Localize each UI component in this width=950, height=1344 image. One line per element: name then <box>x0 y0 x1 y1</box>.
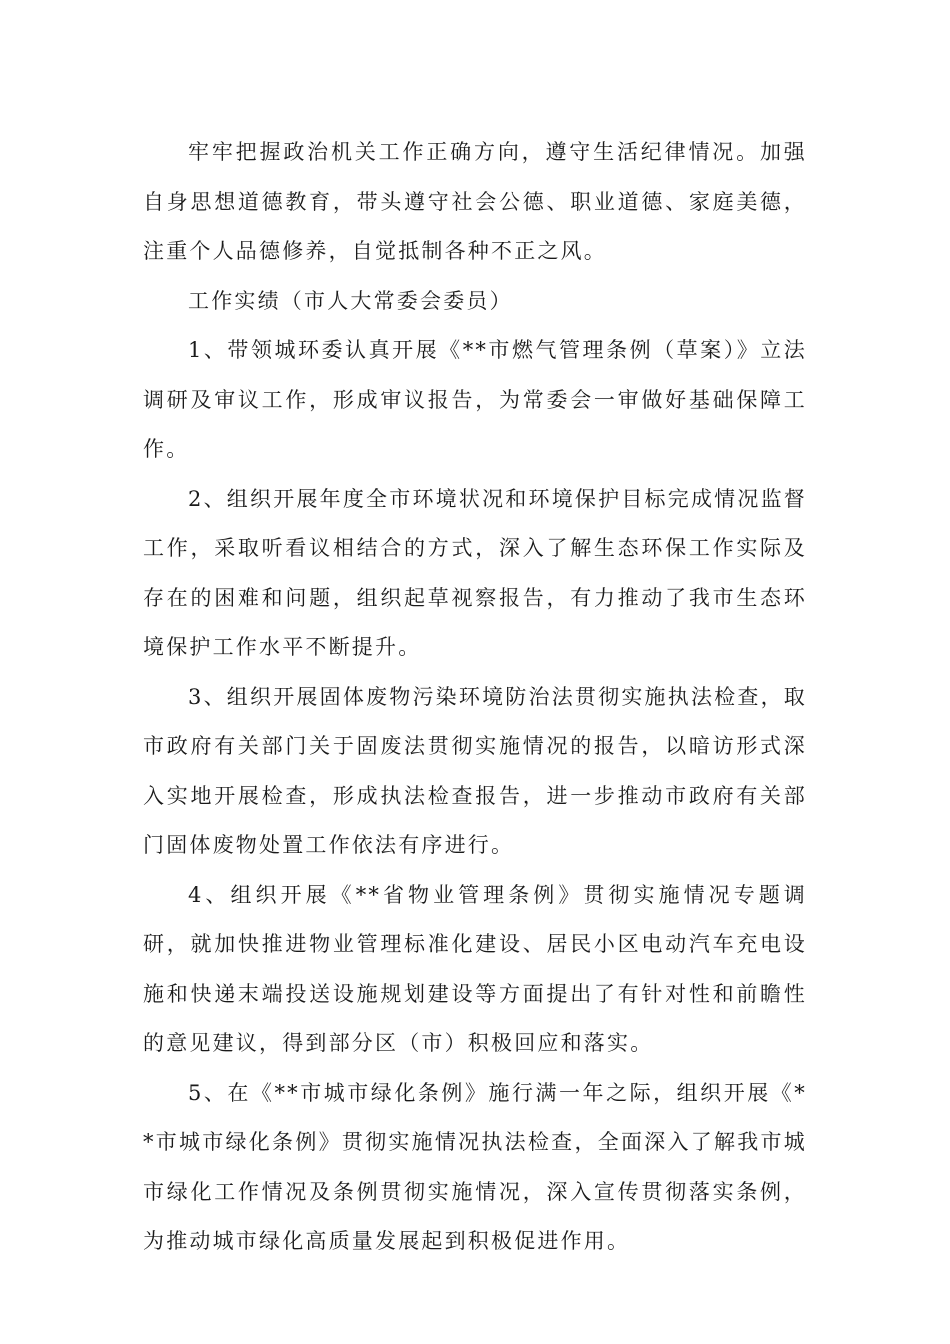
paragraph-item-5: 5、在《**市城市绿化条例》施行满一年之际，组织开展《**市城市绿化条例》贯彻实施情况执法检查，全面深入了解我市城市绿化工作情况及条例贯彻实施情况，深入宣传贯彻落实条例，为推动城市绿化高质量发展起到积极促进作用。 <box>143 1080 807 1253</box>
document-body <box>143 128 807 1267</box>
section-heading-work-achievements: 工作实绩（市人大常委会委员） <box>188 288 513 313</box>
paragraph-item-2: 2、组织开展年度全市环境状况和环境保护目标完成情况监督工作，采取听看议相结合的方式，深入了解生态环保工作实际及存在的困难和问题，组织起草视察报告，有力推动了我市生态环境保护工作水平不断提升。 <box>143 486 807 659</box>
paragraph-item-4: 4、组织开展《**省物业管理条例》贯彻实施情况专题调研，就加快推进物业管理标准化建设、居民小区电动汽车充电设施和快递末端投送设施规划建设等方面提出了有针对性和前瞻性的意见建议，得到部分区（市）积极回应和落实。 <box>143 882 807 1055</box>
paragraph-discipline: 牢牢把握政治机关工作正确方向，遵守生活纪律情况。加强自身思想道德教育，带头遵守社会公德、职业道德、家庭美德，注重个人品德修养，自觉抵制各种不正之风。 <box>143 140 807 263</box>
paragraph-item-3: 3、组织开展固体废物污染环境防治法贯彻实施执法检查，取市政府有关部门关于固废法贯彻实施情况的报告，以暗访形式深入实地开展检查，形成执法检查报告，进一步推动市政府有关部门固体废物处置工作依法有序进行。 <box>143 684 807 857</box>
paragraph-item-1: 1、带领城环委认真开展《**市燃气管理条例（草案）》立法调研及审议工作，形成审议报告，为常委会一审做好基础保障工作。 <box>143 338 807 461</box>
